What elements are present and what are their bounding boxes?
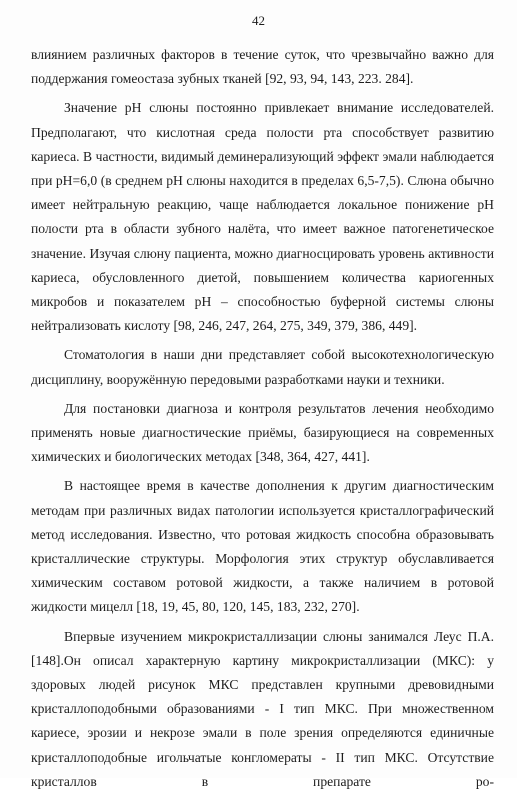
paragraph-microcrystallization: Впервые изучением микрокристаллизации слюны занимался Леус П.А. [148].Он описал характерную картину микрокристаллизации (МКС): у здоровых людей рисунок МКС представлен крупными древовидными кристаллоподобными образованиями - I тип МКС. При множественном кариесе, эрозии и некрозе эмали в поле зрения определяются единичные кристаллоподобные игольчатые конгломераты - II тип МКС. Отсутствие кристаллов в препарате ро- bbox=[31, 628, 494, 789]
paragraph-diagnosis-methods: Для постановки диагноза и контроля результатов лечения необходимо применять новые диагностические приёмы, базирующиеся на современных химических и биологических методах [348, 364, 427, 441]. bbox=[31, 400, 494, 465]
page-number: 42 bbox=[252, 13, 265, 28]
paragraph-crystallography: В настоящее время в качестве дополнения к другим диагностическим методам при различных видах патологии используется кристаллографический метод исследования. Известно, что ротовая жидкость способна образовывать кристаллические структуры. Морфология этих структур обуславливается химическим составом ротовой жидкости, а также наличием в ротовой жидкости мицелл [18, 19, 45, 80, 120, 145, 183, 232, 270]. bbox=[31, 478, 494, 615]
page-body bbox=[31, 43, 494, 794]
paragraph-continuation: влиянием различных факторов в течение суток, что чрезвычайно важно для поддержания гомеостаза зубных тканей [92, 93, 94, 143, 223. 284]. bbox=[31, 47, 494, 87]
paragraph-dentistry-today: Стоматология в наши дни представляет собой высокотехнологическую дисциплину, вооружённую передовыми разработками науки и техники. bbox=[31, 347, 494, 387]
paragraph-saliva-ph: Значение pH слюны постоянно привлекает внимание исследователей. Предполагают, что кислотная среда полости рта способствует развитию кариеса. В частности, видимый деминерализующий эффект эмали наблюдается при pH=6,0 (в среднем pH слюны находится в пределах 6,5-7,5). Слюна обычно имеет нейтральную реакцию, чаще наблюдается локальное понижение pH полости рта в области зубного налёта, что имеет важное патогенетическое значение. Изучая слюну пациента, можно диагносцировать уровень активности кариеса, обусловленного диетой, повышением количества кариогенных микробов и показателем pH – способностью буферной системы слюны нейтрализовать кислоту [98, 246, 247, 264, 275, 349, 379, 386, 449]. bbox=[31, 100, 494, 334]
